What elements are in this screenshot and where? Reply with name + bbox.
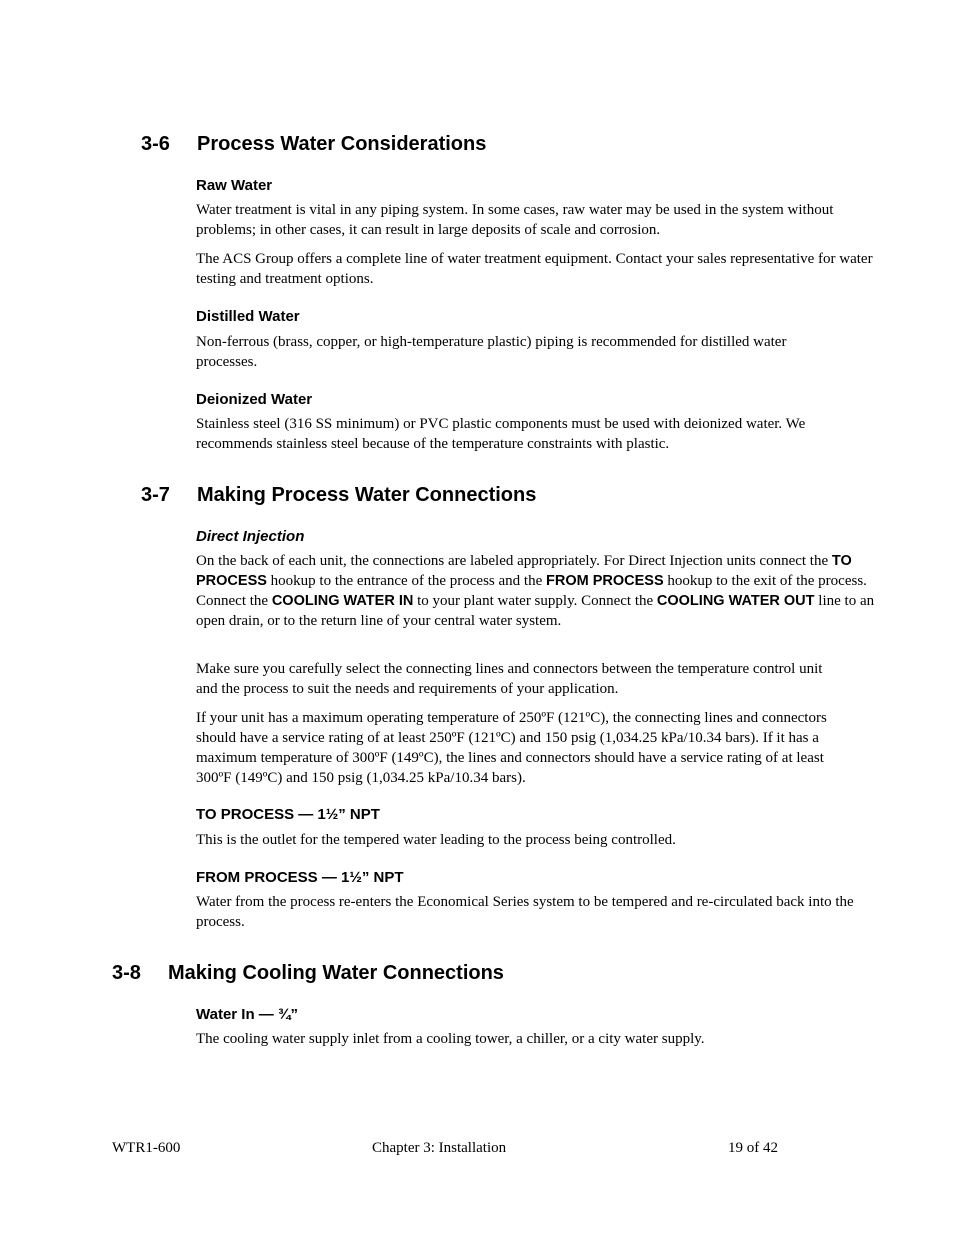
footer-doc-id: WTR1-600 — [112, 1140, 181, 1156]
label-cooling-water-in: COOLING WATER IN — [271, 593, 414, 609]
paragraph: This is the outlet for the tempered water leading to the process being controlled. — [196, 832, 676, 848]
label-to-process: TO PROCESS — [196, 553, 852, 589]
paragraph: If your unit has a maximum operating temperature of 250ºF (121ºC), the connecting lines and connectors should have a service rating of at least 250ºF (121ºC) and 150 psig (1,034.25 kPa/10.34 bars). If it has a maximum temperature of 300ºF (149ºC), the lines and connectors should have a service rating of at least 300ºF (149ºC) and 150 psig (1,034.25 kPa/10.34 bars). — [196, 710, 827, 786]
subsection-heading-water-in: Water In — ¾” — [196, 1006, 298, 1023]
footer-chapter: Chapter 3: Installation — [372, 1140, 507, 1156]
subsection-heading-direct-injection: Direct Injection — [196, 528, 305, 545]
text-run: hookup to the exit of the process. Connect the — [196, 573, 867, 609]
text-run: On the back of each unit, the connections are labeled appropriately. For Direct Injection units connect the — [196, 553, 832, 569]
paragraph: Make sure you carefully select the connecting lines and connectors between the temperature control unit and the process to suit the needs and requirements of your application. — [196, 661, 823, 697]
subsection-heading-distilled-water: Distilled Water — [196, 308, 300, 325]
paragraph: Stainless steel (316 SS minimum) or PVC plastic components must be used with deionized water. We recommends stainless steel because of the temperature constraints with plastic. — [196, 416, 806, 452]
paragraph: Water treatment is vital in any piping system. In some cases, raw water may be used in the system without problems; in other cases, it can result in large deposits of scale and corrosion. — [196, 202, 834, 238]
subsection-heading-to-process: TO PROCESS — 1½” NPT — [196, 806, 380, 823]
section-heading-3-6 — [141, 132, 486, 156]
paragraph-direct-injection — [196, 551, 876, 631]
section-heading-3-8 — [112, 961, 504, 985]
paragraph: Non-ferrous (brass, copper, or high-temperature plastic) piping is recommended for distilled water processes. — [196, 334, 787, 370]
section-title: Process Water Considerations — [197, 133, 487, 155]
section-number: 3-7 — [141, 484, 170, 506]
subsection-heading-deionized-water: Deionized Water — [196, 391, 313, 408]
text-run: hookup to the entrance of the process and the — [266, 573, 546, 589]
paragraph: The ACS Group offers a complete line of water treatment equipment. Contact your sales representative for water testing and treatment options. — [196, 251, 873, 287]
text-run: line to an open drain, or to the return line of your central water system. — [196, 593, 875, 629]
subsection-heading-from-process: FROM PROCESS — 1½” NPT — [196, 869, 404, 886]
section-heading-3-7 — [141, 483, 536, 507]
section-number: 3-8 — [112, 962, 141, 984]
section-title: Making Process Water Connections — [197, 484, 537, 506]
section-number: 3-6 — [141, 133, 170, 155]
text-run: to your plant water supply. Connect the — [413, 593, 657, 609]
subsection-heading-raw-water: Raw Water — [196, 177, 273, 194]
label-cooling-water-out: COOLING WATER OUT — [656, 593, 815, 609]
section-title: Making Cooling Water Connections — [168, 962, 504, 984]
label-from-process: FROM PROCESS — [546, 573, 664, 589]
paragraph: The cooling water supply inlet from a cooling tower, a chiller, or a city water supply. — [196, 1031, 705, 1047]
paragraph: Water from the process re-enters the Economical Series system to be tempered and re-circulated back into the process. — [196, 894, 854, 930]
footer-page-number: 19 of 42 — [728, 1140, 778, 1156]
